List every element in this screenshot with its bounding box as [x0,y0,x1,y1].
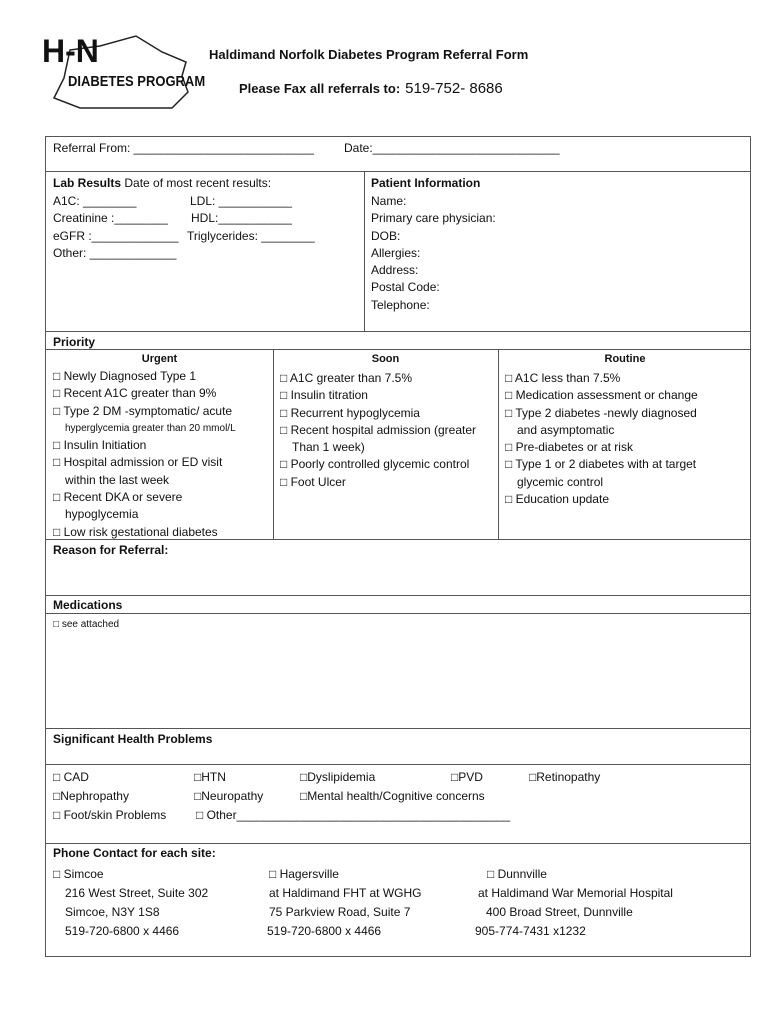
referral-from-field[interactable]: Referral From: ___________________________ [53,141,314,155]
routine-item-continuation: and asymptomatic [517,422,615,437]
patient-telephone-field[interactable]: Telephone: [371,297,430,312]
hagersville-phone: 519-720-6800 x 4466 [267,924,382,938]
egfr-field[interactable]: eGFR :_____________ [53,229,179,243]
site-hagersville [269,865,421,941]
nephropathy-checkbox[interactable]: □Nephropathy [53,789,129,803]
hagersville-checkbox[interactable]: □ Hagersville [269,867,339,881]
triglycerides-field[interactable]: Triglycerides: ________ [187,229,315,243]
other-health-field[interactable]: □ Other_________________________________________ [196,808,511,822]
divider [46,171,750,172]
dunnville-address-2: 400 Broad Street, Dunnville [486,905,633,919]
urgent-recent-dka-checkbox[interactable]: □ Recent DKA or severe [53,490,183,505]
routine-title: Routine [604,353,646,365]
fax-line [239,80,503,97]
soon-recurrent-hypo-checkbox[interactable]: □ Recurrent hypoglycemia [280,405,420,420]
patient-fields [371,193,496,314]
form-title: Haldimand Norfolk Diabetes Program Referral Form [209,47,529,62]
urgent-insulin-initiation-checkbox[interactable]: □ Insulin Initiation [53,438,147,453]
reason-input-area[interactable] [47,559,749,593]
divider [498,349,499,539]
patient-dob-field[interactable]: DOB: [371,228,401,243]
hn-diabetes-program-logo [40,32,206,110]
fax-label: Please Fax all referrals to: [239,81,401,96]
urgent-type2-symptomatic-checkbox[interactable]: □ Type 2 DM -symptomatic/ acute [53,403,233,418]
patient-info-heading: Patient Information [371,176,481,190]
urgent-newly-type1-checkbox[interactable]: □ Newly Diagnosed Type 1 [53,369,197,383]
routine-list [505,370,698,508]
soon-item-continuation: Than 1 week) [292,440,365,455]
other-lab-field[interactable]: Other: _____________ [53,246,177,260]
priority-heading: Priority [53,335,96,349]
hagersville-address-2: 75 Parkview Road, Suite 7 [269,905,411,919]
routine-medication-checkbox[interactable]: □ Medication assessment or change [505,388,698,403]
urgent-item-continuation: hyperglycemia greater than 20 mmol/L [65,422,236,434]
routine-education-checkbox[interactable]: □ Education update [505,492,609,507]
soon-title: Soon [371,353,400,365]
divider [46,843,750,844]
urgent-hospital-admission-checkbox[interactable]: □ Hospital admission or ED visit [53,455,223,470]
mental-health-checkbox[interactable]: □Mental health/Cognitive concerns [300,789,485,803]
soon-hospital-admission-checkbox[interactable]: □ Recent hospital admission (greater [280,422,477,437]
soon-a1c-7-5-checkbox[interactable]: □ A1C greater than 7.5% [280,371,412,385]
routine-a1c-less-checkbox[interactable]: □ A1C less than 7.5% [505,371,621,385]
htn-checkbox[interactable]: □HTN [194,770,226,784]
phone-contact-heading: Phone Contact for each site: [53,846,216,860]
dunnville-checkbox[interactable]: □ Dunnville [487,867,547,881]
divider [46,349,750,350]
divider [46,764,750,765]
urgent-item-continuation: within the last week [65,472,170,487]
dyslipidemia-checkbox[interactable]: □Dyslipidemia [300,770,376,784]
divider [364,171,365,331]
routine-target-checkbox[interactable]: □ Type 1 or 2 diabetes with at target [505,457,697,472]
site-dunnville [475,865,673,941]
retinopathy-checkbox[interactable]: □Retinopathy [529,770,601,784]
divider [273,349,274,539]
a1c-field[interactable]: A1C: ________ [53,194,137,208]
lab-results-heading: Lab Results Date of most recent results: [53,176,272,190]
soon-foot-ulcer-checkbox[interactable]: □ Foot Ulcer [280,474,346,489]
see-attached-checkbox[interactable]: □ see attached [53,619,120,630]
simcoe-address-2: Simcoe, N3Y 1S8 [65,905,160,919]
divider [46,331,750,332]
patient-physician-field[interactable]: Primary care physician: [371,211,496,226]
divider [46,613,750,614]
patient-name-field[interactable]: Name: [371,194,407,208]
routine-type2-new-checkbox[interactable]: □ Type 2 diabetes -newly diagnosed [505,405,697,420]
urgent-a1c-9-checkbox[interactable]: □ Recent A1C greater than 9% [53,386,217,401]
reason-heading: Reason for Referral: [53,543,169,557]
pvd-checkbox[interactable]: □PVD [451,770,483,784]
medications-heading: Medications [53,598,123,612]
soon-poorly-controlled-checkbox[interactable]: □ Poorly controlled glycemic control [280,457,470,472]
fax-number: 519-752- 8686 [405,80,503,97]
urgent-gestational-checkbox[interactable]: □ Low risk gestational diabetes [53,524,218,539]
urgent-item-continuation: hypoglycemia [65,507,139,522]
divider [46,728,750,729]
site-simcoe [53,865,208,941]
creatinine-field[interactable]: Creatinine :________ [53,211,168,225]
routine-prediabetes-checkbox[interactable]: □ Pre-diabetes or at risk [505,440,633,455]
referral-date-field[interactable]: Date:____________________________ [344,141,560,155]
logo-hn-text: H-N [42,33,99,69]
patient-postal-field[interactable]: Postal Code: [371,280,440,295]
cad-checkbox[interactable]: □ CAD [53,770,89,784]
simcoe-checkbox[interactable]: □ Simcoe [53,867,104,881]
patient-allergies-field[interactable]: Allergies: [371,245,421,260]
urgent-title: Urgent [141,353,178,365]
ldl-field[interactable]: LDL: ___________ [190,194,293,208]
soon-list [280,370,476,491]
referral-form [45,136,751,957]
health-problems-heading: Significant Health Problems [53,732,213,746]
routine-item-continuation: glycemic control [517,474,604,489]
divider [46,595,750,596]
dunnville-phone: 905-774-7431 x1232 [475,924,586,938]
medications-input-area[interactable] [47,633,749,725]
soon-insulin-titration-checkbox[interactable]: □ Insulin titration [280,388,368,403]
logo-program-text: DIABETES PROGRAM [68,72,206,90]
patient-address-field[interactable]: Address: [371,263,419,278]
hagersville-address-1: at Haldimand FHT at WGHG [269,886,422,900]
simcoe-address-1: 216 West Street, Suite 302 [65,886,209,900]
divider [46,539,750,540]
hdl-field[interactable]: HDL:___________ [191,211,292,225]
simcoe-phone: 519-720-6800 x 4466 [65,924,180,938]
dunnville-address-1: at Haldimand War Memorial Hospital [478,886,673,900]
neuropathy-checkbox[interactable]: □Neuropathy [194,789,264,803]
urgent-list [53,368,236,541]
foot-skin-checkbox[interactable]: □ Foot/skin Problems [53,808,167,822]
